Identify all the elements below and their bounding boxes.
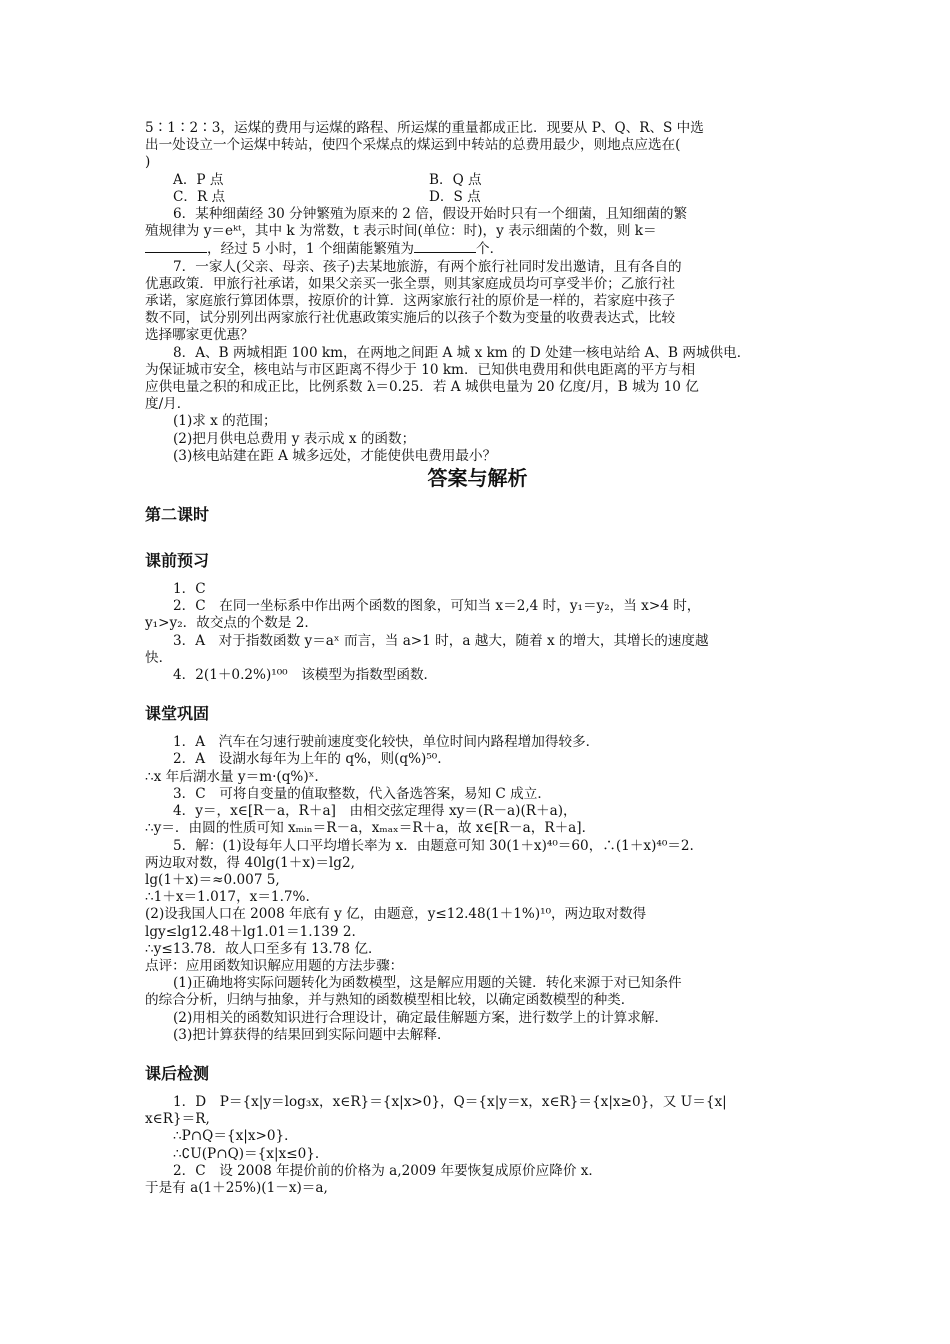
answer-line: 1．A 汽车在匀速行驶前速度变化较快，单位时间内路程增加得较多． bbox=[173, 734, 600, 751]
lesson-heading: 第二课时 bbox=[145, 505, 210, 525]
comment-line: (3)把计算获得的结果回到实际问题中去解释． bbox=[173, 1026, 451, 1043]
question-5-line: ) bbox=[145, 154, 151, 171]
answer-line: 3．C 可将自变量的值取整数，代入备选答案，易知 C 成立． bbox=[173, 785, 551, 802]
question-7-line: 7．一家人(父亲、母亲、孩子)去某地旅游，有两个旅行社同时发出邀请，且有各自的 bbox=[173, 258, 682, 275]
question-5-line: 出一处设立一个运煤中转站，使四个采煤点的煤运到中转站的总费用最少，则地点应选在( bbox=[145, 137, 681, 154]
question-6-line: ，经过 5 小时，1 个细菌能繁殖为 个． bbox=[145, 240, 810, 258]
answer-line: (2)设我国人口在 2008 年底有 y 亿，由题意，y≤12.48(1＋1%)¹⁰，两边取对数得 bbox=[145, 906, 647, 923]
question-8-subpart: (2)把月供电总费用 y 表示成 x 的函数； bbox=[173, 430, 416, 447]
question-6-line: 殖规律为 y＝eᵏᵗ，其中 k 为常数，t 表示时间(单位：时)，y 表示细菌的个数，则 k＝ bbox=[145, 223, 657, 240]
comment-line: (1)正确地将实际问题转化为函数模型，这是解应用题的关键．转化来源于对已知条件 bbox=[173, 975, 682, 992]
comment-line: 点评：应用函数知识解应用题的方法步骤： bbox=[145, 957, 404, 974]
answer-line: ∴1＋x＝1.017，x＝1.7%. bbox=[145, 889, 310, 906]
answer-line: 1．D P＝{x|y＝log₃x，x∈R}＝{x|x>0}，Q＝{x|y＝x，x∈R}＝{x|x≥0}，又 U＝{x| bbox=[173, 1093, 727, 1110]
question-7-line: 承诺，家庭旅行算团体票，按原价的计算．这两家旅行社的原价是一样的，若家庭中孩子 bbox=[145, 293, 676, 310]
question-5-line: 5∶1∶2∶3，运煤的费用与运煤的路程、所运煤的重量都成正比．现要从 P、Q、R、S 中选 bbox=[145, 120, 704, 136]
question-8-line: 为保证城市安全，核电站与市区距离不得少于 10 km．已知供电费用和供电距离的平方与相 bbox=[145, 361, 696, 378]
question-5-options-row bbox=[145, 189, 810, 206]
answer-line: 2．A 设湖水每年为上年的 q%，则(q%)⁵⁰. bbox=[173, 751, 442, 768]
answer-line: 快． bbox=[145, 649, 173, 666]
option-d: D．S 点 bbox=[429, 188, 481, 205]
answer-line: y₁>y₂．故交点的个数是 2. bbox=[145, 615, 309, 632]
question-5-options-row bbox=[145, 172, 810, 189]
question-8-subpart: (1)求 x 的范围； bbox=[173, 413, 277, 430]
answer-line: 1．C bbox=[173, 581, 206, 598]
answers-title: 答案与解析 bbox=[427, 466, 528, 491]
question-8-subpart: (3)核电站建在距 A 城多远处，才能使供电费用最小？ bbox=[173, 447, 497, 464]
answer-line: 3．A 对于指数函数 y＝aˣ 而言，当 a>1 时，a 越大，随着 x 的增大，其增长的速度越 bbox=[173, 632, 709, 649]
answer-blank bbox=[145, 240, 207, 253]
answer-line: ∴y＝．由圆的性质可知 xₘᵢₙ＝R－a，xₘₐₓ＝R＋a，故 x∈[R－a，R＋a]． bbox=[145, 820, 596, 837]
answer-line: 4．2(1＋0.2%)¹⁰⁰ 该模型为指数型函数． bbox=[173, 667, 438, 684]
answer-line: 4．y＝，x∈[R－a，R＋a] 由相交弦定理得 xy＝(R－a)(R＋a)， bbox=[173, 803, 577, 820]
answer-line: ∴P∩Q＝{x|x>0}． bbox=[173, 1128, 298, 1145]
comment-line: (2)用相关的函数知识进行合理设计，确定最佳解题方案，进行数学上的计算求解． bbox=[173, 1009, 669, 1026]
question-8-line: 度/月． bbox=[145, 396, 191, 413]
question-7-line: 数不同，试分别列出两家旅行社优惠政策实施后的以孩子个数为变量的收费表达式，比较 bbox=[145, 310, 676, 327]
answer-line: x∈R}＝R, bbox=[145, 1111, 210, 1128]
answer-line: lg(1＋x)＝≈0.007 5, bbox=[145, 871, 280, 888]
question-7-line: 优惠政策．甲旅行社承诺，如果父亲买一张全票，则其家庭成员均可享受半价；乙旅行社 bbox=[145, 275, 676, 292]
section-heading-preview: 课前预习 bbox=[145, 551, 210, 571]
answer-line: 2．C 设 2008 年提价前的价格为 a,2009 年要恢复成原价应降价 x． bbox=[173, 1162, 602, 1179]
answer-line: ∴x 年后湖水量 y＝m·(q%)ˣ. bbox=[145, 768, 319, 785]
answer-line: 两边取对数，得 40lg(1＋x)＝lg2, bbox=[145, 854, 355, 871]
answer-blank bbox=[414, 240, 476, 253]
answer-line: lgy≤lg12.48＋lg1.01＝1.139 2. bbox=[145, 923, 356, 940]
section-heading-class: 课堂巩固 bbox=[145, 704, 210, 724]
option-c: C．R 点 bbox=[173, 188, 226, 205]
question-6-line: 6．某种细菌经 30 分钟繁殖为原来的 2 倍，假设开始时只有一个细菌，且知细菌的繁 bbox=[173, 206, 688, 223]
question-8-line: 应供电量之积的和成正比，比例系数 λ＝0.25．若 A 城供电量为 20 亿度/月，B 城为 10 亿 bbox=[145, 379, 699, 396]
option-a: A．P 点 bbox=[173, 171, 224, 188]
question-7-line: 选择哪家更优惠？ bbox=[145, 327, 254, 344]
comment-line: 的综合分析，归纳与抽象，并与熟知的函数模型相比较，以确定函数模型的种类． bbox=[145, 992, 635, 1009]
answer-line: 2．C 在同一坐标系中作出两个函数的图象，可知当 x＝2,4 时，y₁＝y₂，当 x>4 时， bbox=[173, 598, 701, 615]
answer-line: 5．解：(1)设每年人口平均增长率为 x．由题意可知 30(1＋x)⁴⁰＝60，∴(1＋x)⁴⁰＝2. bbox=[173, 837, 694, 854]
question-8-line: 8．A、B 两城相距 100 km，在两地之间距 A 城 x km 的 D 处建一核电站给 A、B 两城供电． bbox=[173, 344, 751, 361]
section-heading-after: 课后检测 bbox=[145, 1063, 210, 1083]
answer-line: ∴y≤13.78．故人口至多有 13.78 亿． bbox=[145, 940, 382, 957]
option-b: B．Q 点 bbox=[429, 171, 482, 188]
answer-line: ∴∁U(P∩Q)＝{x|x≤0}． bbox=[173, 1145, 329, 1162]
document-page bbox=[145, 120, 810, 1197]
answer-line: 于是有 a(1＋25%)(1－x)＝a, bbox=[145, 1179, 328, 1196]
